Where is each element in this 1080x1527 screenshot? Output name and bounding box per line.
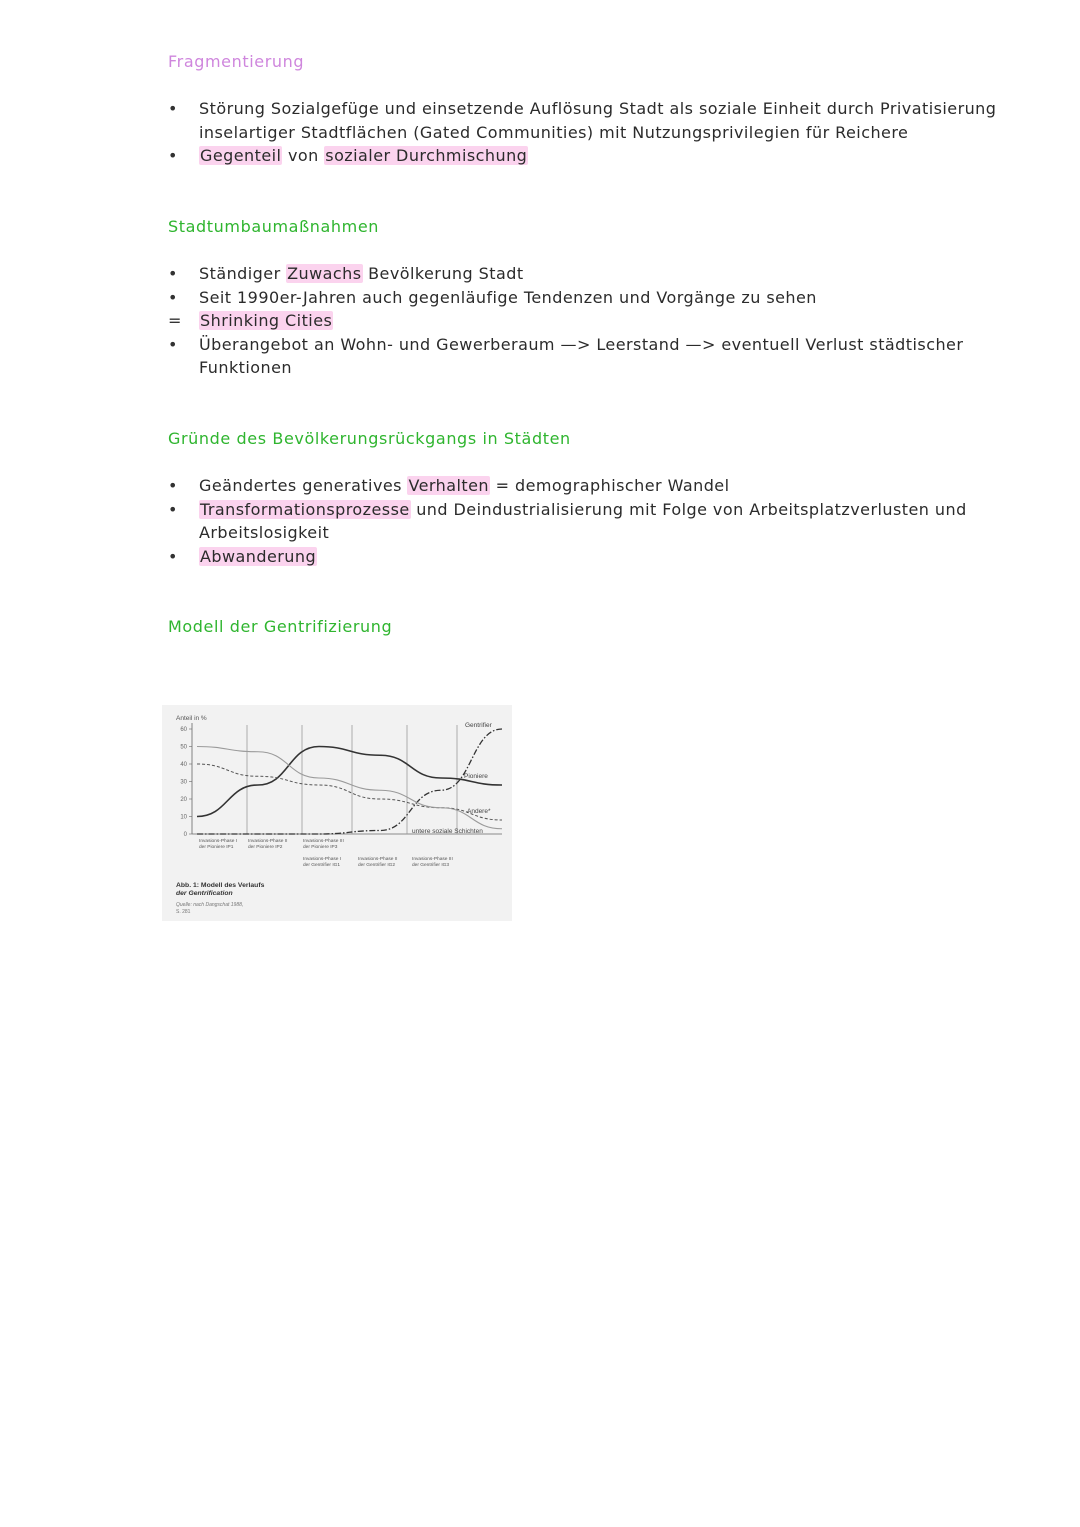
item-text: von — [282, 146, 325, 165]
series-label: Pioniere — [464, 773, 488, 780]
y-tick-label: 50 — [180, 744, 187, 751]
phase-label: der Pioniere IP2 — [248, 845, 283, 850]
list-item — [168, 498, 1008, 545]
y-tick-label: 60 — [180, 727, 187, 733]
item-text: Seit 1990er-Jahren auch gegenläufige Tendenzen und Vorgänge zu sehen — [199, 287, 817, 307]
highlight: Shrinking Cities — [200, 311, 333, 330]
series-line-1 — [197, 747, 502, 817]
heading-stadtumbau: Stadtumbaumaßnahmen — [168, 217, 380, 236]
list-gruende — [168, 474, 1008, 568]
y-tick-label: 40 — [180, 762, 187, 768]
heading-fragmentierung: Fragmentierung — [168, 52, 305, 71]
heading-gentrifizierung: Modell der Gentrifizierung — [168, 617, 393, 636]
bullet: • — [168, 499, 178, 519]
heading-gruende: Gründe des Bevölkerungsrückgangs in Städten — [168, 429, 571, 448]
highlight: Gegenteil — [200, 146, 282, 165]
series-label: untere soziale Schichten — [412, 828, 483, 835]
bullet: • — [168, 546, 178, 566]
bullet: • — [168, 287, 178, 307]
phase-label: Invasions-Phase II — [358, 857, 398, 862]
y-tick-label: 30 — [180, 779, 187, 786]
highlight: Abwanderung — [200, 546, 317, 566]
y-tick-label: 20 — [180, 797, 187, 803]
series-label: Andere* — [467, 808, 491, 815]
series-line-0 — [197, 729, 502, 834]
item-text: = demographischer Wandel — [490, 476, 730, 495]
list-item — [168, 545, 1008, 569]
list-stadtumbau — [168, 262, 1008, 380]
y-tick-label: 0 — [183, 832, 187, 838]
gentrification-chart — [162, 705, 512, 921]
phase-label: der Gentrifier IG3 — [412, 863, 450, 868]
phase-label: Invasions-Phase I — [199, 839, 238, 844]
highlight: Zuwachs — [287, 264, 362, 283]
item-text: und Deindustrialisierung mit Folge von Arbeitsplatzverlusten und Arbeitslosigkeit — [199, 499, 967, 542]
bullet: • — [168, 476, 178, 495]
list-item — [168, 97, 1008, 144]
figure-source: S. 281 — [176, 909, 191, 915]
highlight: sozialer Durchmischung — [325, 146, 528, 165]
list-fragmentierung — [168, 97, 1008, 168]
phase-label: der Gentrifier IG1 — [303, 863, 341, 868]
phase-label: der Pioniere IP1 — [199, 845, 234, 850]
phase-label: Invasions-Phase I — [303, 857, 342, 862]
bullet: = — [168, 311, 182, 330]
figure-source: Quelle: nach Dangschat 1988, — [176, 902, 244, 908]
bullet: • — [168, 334, 178, 354]
phase-label: Invasions-Phase III — [303, 839, 344, 844]
item-text: Bevölkerung Stadt — [362, 264, 524, 283]
y-tick-label: 10 — [180, 814, 187, 821]
phase-label: Invasions-Phase III — [412, 857, 453, 862]
phase-label: der Pioniere IP3 — [303, 845, 338, 850]
y-axis-label: Anteil in % — [176, 715, 207, 722]
item-text: Überangebot an Wohn- und Gewerberaum —> Leerstand —> eventuell Verlust städtischer Funktionen — [199, 334, 964, 377]
bullet: • — [168, 99, 178, 118]
item-text: Ständiger — [199, 264, 287, 283]
highlight: Transformationsprozesse — [200, 499, 410, 519]
list-item — [168, 286, 1008, 310]
item-text: Störung Sozialgefüge und einsetzende Auflösung Stadt als soziale Einheit durch Privatisierung inselartiger Stadtflächen (Gated Communities) mit Nutzungsprivilegien für Reichere — [199, 99, 997, 142]
figure-caption: der Gentrification — [176, 890, 233, 897]
list-item — [168, 262, 1008, 286]
figure-caption: Abb. 1: Modell des Verlaufs — [176, 882, 265, 889]
series-label: Gentrifier — [465, 722, 492, 729]
bullet: • — [168, 146, 178, 165]
series-line-2 — [197, 764, 502, 820]
phase-label: der Gentrifier IG2 — [358, 863, 396, 868]
list-item — [168, 474, 1008, 498]
list-item — [168, 333, 1008, 380]
item-text: Geändertes generatives — [199, 476, 408, 495]
bullet: • — [168, 264, 178, 283]
gentrification-figure — [162, 705, 512, 921]
highlight: Verhalten — [408, 476, 490, 495]
list-item — [168, 144, 1008, 168]
list-item — [168, 309, 1008, 333]
phase-label: Invasions-Phase II — [248, 839, 288, 844]
